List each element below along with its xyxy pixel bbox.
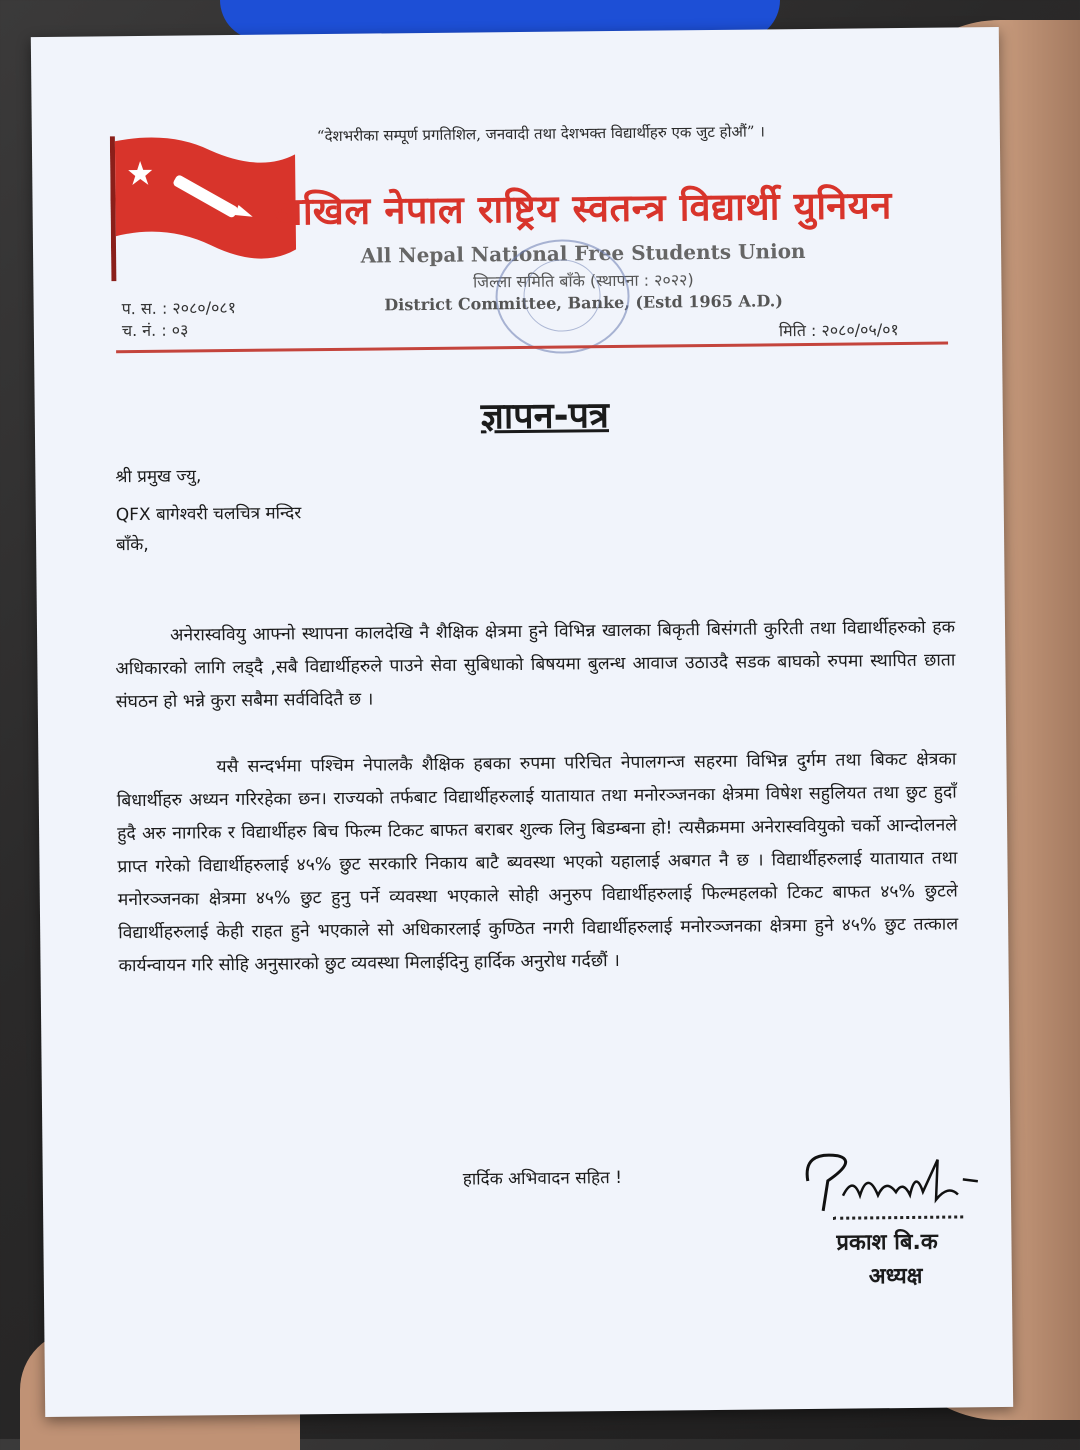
signer-name: प्रकाश बि.क (836, 1229, 938, 1256)
closing-greeting: हार्दिक अभिवादन सहित ! (462, 1167, 623, 1190)
body-paragraph-2: यसै सन्दर्भमा पश्चिम नेपालकै शैक्षिक हबका रुपमा परिचित नेपालगन्ज सहरमा विभिन्न दुर्गम तथा बिकट क्षेत्रका बिधार्थीहरु अध्यन गरिरहेका छन। राज्यको तर्फबाट विद्यार्थीहरुलाई यातायात तथा मनोरञ्जनका क्षेत्रमा विषेश सहुलियत तथा छुट हुदाँ हुदै अरु नागरिक र विद्यार्थीहरु बिच फिल्म टिकट बाफत बराबर शुल्क लिनु बिडम्बना हो! त्यसैक्रममा अनेरास्ववियुको चर्को आन्दोलनले प्राप्त गरेको विद्यार्थीहरुलाई ४५% छुट सरकारि निकाय बाटै ब्यवस्था भएको यहालाई अबगत नै छ । विद्यार्थीहरुलाई यातायात तथा मनोरञ्जनका क्षेत्रमा ४५% छुट हुनु पर्ने व्यवस्था भएकाले सोही अनुरुप विद्यार्थीहरुलाई फिल्महलको टिकट बाफत ४५% छुटले विद्यार्थीहरुलाई केही राहत हुने भएकाले सो अधिकारलाई कुण्ठित नगरी विद्यार्थीहरुलाई मनोरञ्जनका क्षेत्रमा हुने ४५% छुट तत्काल कार्यन्वायन गरि सोहि अनुसारको छुट व्यवस्था मिलाईदिनु हार्दिक अनुरोध गर्दछौं । (116, 749, 959, 977)
org-name-nepali: अखिल नेपाल राष्ट्रिय स्वतन्त्र विद्यार्थी युनियन (273, 183, 893, 234)
handwritten-signature (797, 1139, 988, 1221)
signer-role: अध्यक्ष (868, 1263, 923, 1290)
letter-paper (31, 27, 1013, 1417)
org-name-english: All Nepal National Free Students Union (360, 239, 806, 268)
committee-english: District Committee, Banke, (Estd 1965 A.D.) (384, 291, 783, 315)
letter-date: मिति : २०८०/०५/०१ (778, 320, 899, 341)
reference-block (122, 297, 237, 342)
body-paragraph-1: अनेरास्ववियु आफ्नो स्थापना कालदेखि नै शैक्षिक क्षेत्रमा हुने विभिन्न खालका बिकृती बिसंगती कुरिती तथा विद्यार्थीहरुको हक अधिकारको लागि लड्दै ,सबै विद्यार्थीहरुले पाउने सेवा सुबिधाको बिषयमा बुलन्ध आवाज उठाउदै सडक बाघको रुपमा स्थापित छाता संघठन हो भन्ने कुरा सबैमा सर्वविदितै छ । (115, 617, 956, 713)
address-line-3: बाँके, (116, 534, 149, 556)
reference-ps: प. स. : २०८०/०८१ (121, 297, 237, 319)
org-motto: “देशभरीका सम्पूर्ण प्रगतिशिल, जनवादी तथा देशभक्त विद्यार्थीहरु एक जुट होऔं” । (316, 122, 766, 146)
committee-nepali: जिल्ला समिति बाँके (स्थापना : २०२२) (473, 270, 694, 292)
address-line-2: QFX बागेश्वरी चलचित्र मन्दिर (115, 503, 302, 526)
document-title: ज्ञापन-पत्र (480, 395, 610, 438)
address-line-1: श्री प्रमुख ज्यु, (115, 466, 202, 488)
reference-cn: च. नं. : ०३ (121, 320, 189, 341)
